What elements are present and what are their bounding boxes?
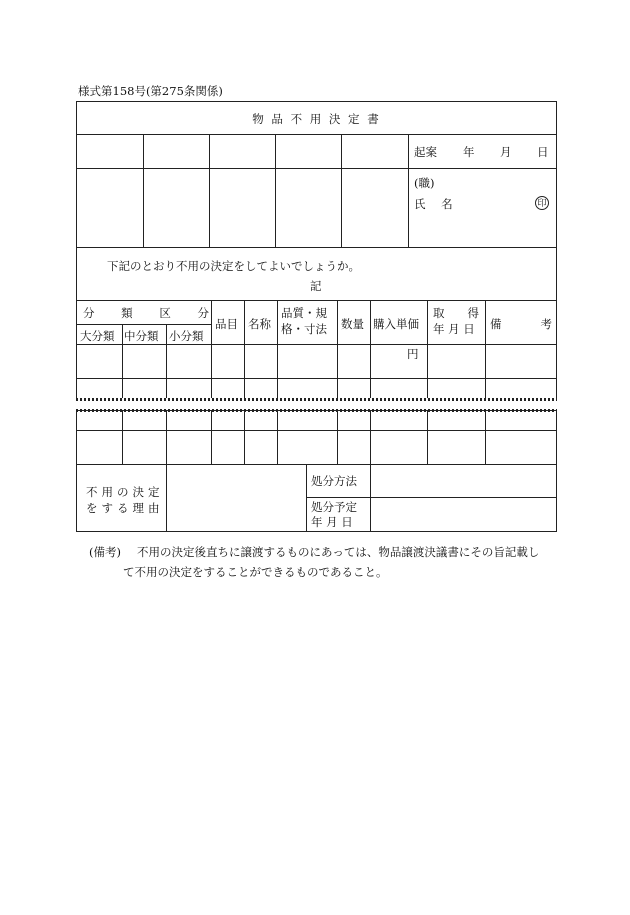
kian-day: 日 <box>537 145 549 159</box>
col-shutoku-2: 年 月 日 <box>433 322 475 336</box>
note-line-2: て不用の決定をすることができるものであること。 <box>123 565 388 579</box>
note-line-1: 不用の決定後直ちに譲渡するものにあっては、物品譲渡決議書にその旨記載し <box>137 545 540 559</box>
col-sho: 小分類 <box>169 329 204 343</box>
col-hinmoku: 品目 <box>215 317 238 331</box>
col-hinshitsu-1: 品質・規 <box>281 306 327 320</box>
col-bunrui: 分 類 区 分 <box>83 306 209 320</box>
shimei-label: 氏 名 <box>414 197 459 211</box>
reason-label-1: 不用の決定 <box>86 485 164 499</box>
yen-label: 円 <box>407 347 419 361</box>
shobun-yotei-label-1: 処分予定 <box>311 500 357 514</box>
ki-label: 記 <box>310 279 322 293</box>
shobun-yotei-label-2: 年 月 日 <box>311 515 353 529</box>
col-chu: 中分類 <box>124 329 159 343</box>
col-suryo: 数量 <box>341 317 364 331</box>
form-number: 様式第158号(第275条関係) <box>78 84 223 98</box>
col-dai: 大分類 <box>80 329 115 343</box>
form-title: 物 品 不 用 決 定 書 <box>252 112 381 126</box>
col-biko: 備 考 <box>490 317 552 331</box>
note-label: (備考) <box>89 545 121 559</box>
shoku-label: (職) <box>414 176 435 190</box>
col-kounyu: 購入単価 <box>373 317 419 331</box>
kian-year: 年 <box>463 145 475 159</box>
request-text: 下記のとおり不用の決定をしてよいでしょうか。 <box>107 259 360 273</box>
shobun-hoho-label: 処分方法 <box>311 474 357 488</box>
kian-label: 起案 <box>414 145 437 159</box>
seal-icon: 印 <box>535 196 549 210</box>
col-meisho: 名称 <box>248 317 271 331</box>
break-line-top <box>76 398 557 401</box>
col-shutoku-1: 取 得 <box>433 306 479 320</box>
kian-month: 月 <box>500 145 512 159</box>
col-hinshitsu-2: 格・寸法 <box>281 322 327 336</box>
reason-label-2: をする理由 <box>86 501 164 515</box>
